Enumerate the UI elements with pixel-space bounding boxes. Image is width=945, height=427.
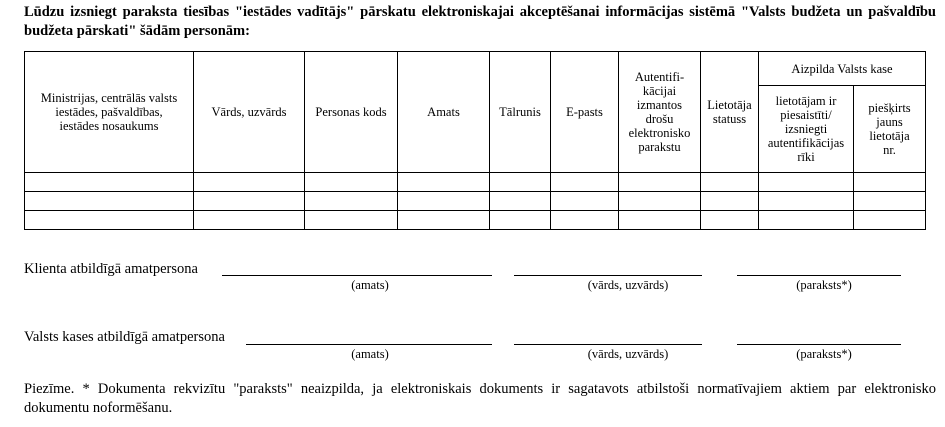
client-signature-label: Klienta atbildīgā amatpersona [24,261,198,277]
header-auth: Autentifi-kācijai izmantos drošu elektronisko parakstu [619,52,701,173]
treasury-name-line[interactable] [514,344,702,345]
client-position-line[interactable] [222,275,492,276]
footnote: Piezīme. * Dokumenta rekvizītu "paraksts" neaizpilda, ja elektroniskais dokuments ir sagatavots atbilstoši normatīvajiem aktiem par elektronisko dokumentu noformēšanu. [24,381,936,416]
intro-text: Lūdzu izsniegt paraksta tiesības "iestādes vadītājs" pārskatu elektroniskajai akceptēšanai informācijas sistēmā "Valsts budžeta un pašvaldību budžeta pārskati" šādām personām: [24,4,936,39]
header-name: Vārds, uzvārds [194,52,305,173]
header-treasury-group: Aizpilda Valsts kase [759,52,926,86]
header-personal-code: Personas kods [305,52,398,173]
table-row [25,211,926,230]
treasury-name-caption: (vārds, uzvārds) [587,347,669,361]
treasury-position-line[interactable] [246,344,492,345]
treasury-signature-line[interactable] [737,344,901,345]
header-institution: Ministrijas, centrālās valsts iestādes, pašvaldības, iestādes nosaukums [25,52,194,173]
header-email: E-pasts [551,52,619,173]
treasury-position-caption: (amats) [351,347,389,361]
treasury-signature-label: Valsts kases atbildīgā amatpersona [24,329,225,345]
client-name-caption: (vārds, uzvārds) [587,278,669,292]
header-user-nr: piešķirts jauns lietotāja nr. [854,86,926,173]
header-position: Amats [398,52,490,173]
user-rights-table [24,51,926,230]
client-signature-caption: (paraksts*) [796,278,852,292]
client-name-line[interactable] [514,275,702,276]
treasury-signature-caption: (paraksts*) [796,347,852,361]
client-signature-line[interactable] [737,275,901,276]
client-position-caption: (amats) [351,278,389,292]
table-row [25,192,926,211]
header-tools: lietotājam ir piesaistīti/ izsniegti autentifikācijas rīki [759,86,854,173]
header-phone: Tālrunis [490,52,551,173]
header-user-status: Lietotāja statuss [701,52,759,173]
table-row [25,173,926,192]
